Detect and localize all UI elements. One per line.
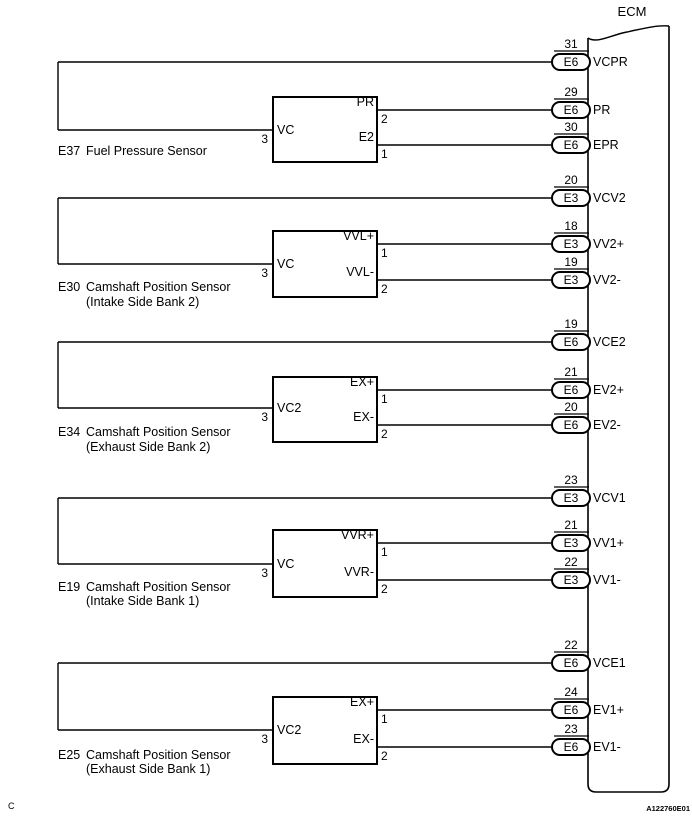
sensor-code: E34	[58, 425, 81, 439]
ecm-pin-signal: EV2+	[593, 383, 624, 397]
ecm-pin-number: 18	[564, 219, 578, 233]
ecm-pin-signal: VCE1	[593, 656, 626, 670]
ecm-pin-connector-oval	[551, 489, 591, 507]
ecm-pin-signal: VV2-	[593, 273, 621, 287]
sensor-pin-bottom-label: E2	[358, 130, 374, 144]
ecm-pin-connector: E6	[563, 383, 579, 397]
sensor-code: E19	[58, 580, 81, 594]
sensor-name: Camshaft Position Sensor	[86, 425, 231, 439]
ecm-pin-connector-oval	[551, 189, 591, 207]
sensor-pin-top-label: PR	[356, 95, 374, 109]
sensor-pin-bottom-label: VVR-	[344, 565, 374, 579]
ecm-pin-signal: VCE2	[593, 335, 626, 349]
sensor-pin-top-number: 1	[381, 545, 388, 559]
ecm-pin-connector-oval	[551, 333, 591, 351]
sensor-pin-bottom-number: 1	[381, 147, 388, 161]
sensor-name: Camshaft Position Sensor	[86, 580, 231, 594]
sensor-name: Camshaft Position Sensor	[86, 280, 231, 294]
ecm-pin-connector-oval	[551, 534, 591, 552]
ecm-pin-signal: VCV1	[593, 491, 626, 505]
ecm-pin-signal: EPR	[593, 138, 619, 152]
ecm-pin-connector-oval	[551, 271, 591, 289]
ecm-pin-signal: VV1-	[593, 573, 621, 587]
sensor-pin-top-label: EX+	[350, 375, 374, 389]
ecm-torn-top-edge	[588, 26, 669, 40]
sensor-name: Camshaft Position Sensor	[86, 748, 231, 762]
ecm-pin-connector-oval	[551, 53, 591, 71]
sensor-pin-bottom-label: VVL-	[346, 265, 374, 279]
ecm-pin-connector-oval	[551, 235, 591, 253]
sensor-pin-top-number: 1	[381, 712, 388, 726]
ecm-pin-signal: VV1+	[593, 536, 624, 550]
ecm-pin-signal: VCPR	[593, 55, 628, 69]
ecm-pin-signal: VCV2	[593, 191, 626, 205]
sensor-code: E30	[58, 280, 81, 294]
sensor-pin-left-number: 3	[261, 132, 268, 146]
page-mark: C	[8, 801, 15, 811]
ecm-pin-connector-oval	[551, 416, 591, 434]
ecm-pin-connector: E6	[563, 418, 579, 432]
ecm-pin-connector: E3	[563, 273, 579, 287]
ecm-pin-signal: PR	[593, 103, 611, 117]
sensor-pin-bottom-label: EX-	[353, 732, 374, 746]
sensor-pin-top-number: 2	[381, 112, 388, 126]
ecm-pin-number: 19	[564, 255, 578, 269]
sensor-pin-bottom-label: EX-	[353, 410, 374, 424]
doc-code: A122760E01	[646, 804, 690, 813]
ecm-pin-number: 22	[564, 555, 578, 569]
ecm-pin-signal: VV2+	[593, 237, 624, 251]
ecm-pin-signal: EV1+	[593, 703, 624, 717]
ecm-pin-connector: E6	[563, 335, 579, 349]
ecm-pin-number: 23	[564, 722, 578, 736]
sensor-subname: (Intake Side Bank 2)	[86, 295, 200, 309]
wire-paths	[58, 62, 551, 747]
ecm-pin-connector-oval	[551, 654, 591, 672]
sensor-pin-top-label: VVL+	[343, 229, 374, 243]
ecm-title: ECM	[617, 4, 647, 19]
ecm-pin-connector: E3	[563, 237, 579, 251]
ecm-pin-number: 20	[564, 173, 578, 187]
ecm-pin-number: 21	[564, 518, 578, 532]
ecm-pin-number: 22	[564, 638, 578, 652]
ecm-pin-connector-oval	[551, 571, 591, 589]
sensor-pin-left-number: 3	[261, 410, 268, 424]
ecm-pin-number: 24	[564, 685, 578, 699]
ecm-pin-connector: E3	[563, 491, 579, 505]
ecm-pin-connector: E6	[563, 55, 579, 69]
sensor-pin-left-label: VC	[277, 557, 295, 571]
ecm-pin-connector: E6	[563, 103, 579, 117]
sensor-code: E25	[58, 748, 81, 762]
sensor-pin-left-label: VC2	[277, 723, 302, 737]
ecm-pin-connector: E6	[563, 656, 579, 670]
ecm-pin-connector-oval	[551, 136, 591, 154]
sensor-pin-left-label: VC	[277, 257, 295, 271]
ecm-pin-connector-oval	[551, 701, 591, 719]
sensor-subname: (Intake Side Bank 1)	[86, 594, 200, 608]
sensor-code: E37	[58, 144, 81, 158]
sensor-pin-bottom-number: 2	[381, 582, 388, 596]
sensor-subname: (Exhaust Side Bank 1)	[86, 762, 211, 776]
sensor-pin-bottom-number: 2	[381, 427, 388, 441]
sensor-pin-left-label: VC	[277, 123, 295, 137]
sensor-pin-left-number: 3	[261, 732, 268, 746]
sensor-pin-left-number: 3	[261, 266, 268, 280]
ecm-pin-signal: EV2-	[593, 418, 621, 432]
ecm-pin-number: 29	[564, 85, 578, 99]
ecm-pin-connector: E6	[563, 740, 579, 754]
sensor-pin-top-label: EX+	[350, 695, 374, 709]
sensor-pin-bottom-number: 2	[381, 282, 388, 296]
ecm-pin-number: 31	[564, 37, 578, 51]
sensor-name: Fuel Pressure Sensor	[86, 144, 207, 158]
ecm-pin-number: 30	[564, 120, 578, 134]
ecm-pin-number: 19	[564, 317, 578, 331]
ecm-pin-number: 23	[564, 473, 578, 487]
sensor-pin-top-number: 1	[381, 392, 388, 406]
ecm-pin-connector: E6	[563, 138, 579, 152]
ecm-pin-connector: E3	[563, 191, 579, 205]
ecm-pin-connector-oval	[551, 381, 591, 399]
sensor-pin-left-label: VC2	[277, 401, 302, 415]
ecm-pin-signal: EV1-	[593, 740, 621, 754]
ecm-pin-connector: E6	[563, 703, 579, 717]
sensor-subname: (Exhaust Side Bank 2)	[86, 440, 211, 454]
ecm-pin-number: 20	[564, 400, 578, 414]
ecm-pin-number: 21	[564, 365, 578, 379]
sensor-pin-left-number: 3	[261, 566, 268, 580]
ecm-pin-connector: E3	[563, 573, 579, 587]
ecm-pin-connector: E3	[563, 536, 579, 550]
sensor-pin-top-label: VVR+	[340, 528, 374, 542]
sensor-pin-bottom-number: 2	[381, 749, 388, 763]
sensor-pin-top-number: 1	[381, 246, 388, 260]
ecm-pin-connector-oval	[551, 738, 591, 756]
ecm-pin-connector-oval	[551, 101, 591, 119]
